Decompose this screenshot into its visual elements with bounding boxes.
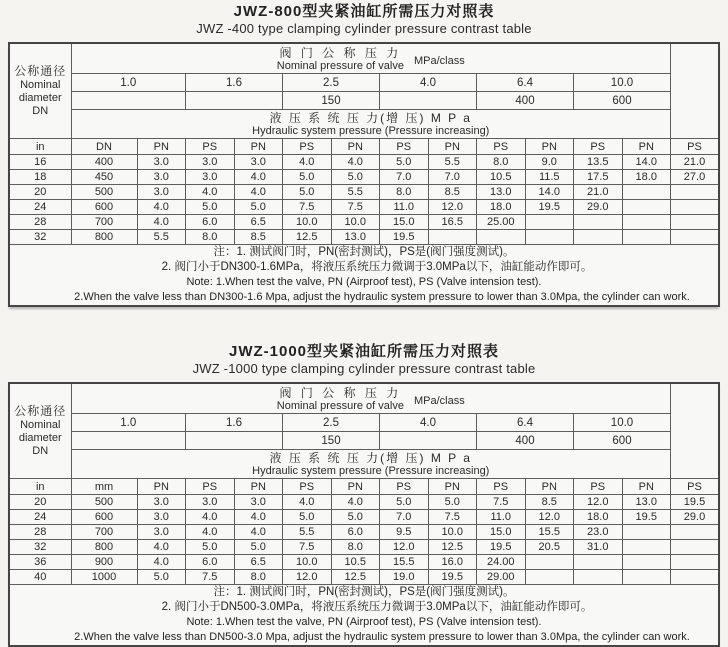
ps-header-cell: PS	[380, 479, 429, 495]
table-row	[9, 155, 719, 170]
pressure-value-cell: 4.0	[186, 525, 235, 540]
pressure-value-cell: 3.0	[186, 170, 235, 185]
unit-header-in: in	[9, 139, 71, 155]
pressure-value-cell: 12.5	[283, 230, 332, 245]
pressure-value-cell: 15.5	[380, 555, 429, 570]
pressure-value-cell	[671, 230, 720, 245]
table2-data-body	[9, 495, 719, 585]
ps-header-cell: PS	[574, 139, 623, 155]
pressure-value-cell	[574, 215, 623, 230]
pressure-value-cell	[671, 185, 720, 200]
hydraulic-pressure-header	[71, 110, 671, 139]
pressure-value-cell: 29.00	[477, 570, 526, 585]
pressure-value-cell	[622, 230, 671, 245]
pressure-value-cell: 25.00	[477, 215, 526, 230]
pn-header-cell: PN	[525, 479, 574, 495]
hydraulic-zh: 液 压 系 统 压 力(增 压) M P a	[269, 451, 472, 465]
valve-pressure-header-row	[9, 43, 719, 74]
pressure-value-cell: 5.0	[380, 495, 429, 510]
size-dn-cell: 600	[71, 200, 137, 215]
size-in-cell: 32	[9, 540, 71, 555]
pressure-value-cell: 4.0	[331, 495, 380, 510]
pressure-value-cell: 10.5	[477, 170, 526, 185]
pressure-value-cell: 5.5	[283, 525, 332, 540]
valve-pressure-en: Nominal pressure of valve	[276, 59, 404, 72]
pressure-value-cell: 19.0	[380, 570, 429, 585]
size-dn-cell: 600	[71, 510, 137, 525]
pressure-value-cell: 5.0	[283, 510, 332, 525]
pressure-value-cell: 12.0	[574, 495, 623, 510]
pressure-value-cell: 14.0	[622, 155, 671, 170]
size-dn-cell: 500	[71, 495, 137, 510]
ps-header-cell: PS	[186, 139, 235, 155]
table1-title-zh: JWZ-800型夹紧油缸所需压力对照表	[233, 3, 495, 20]
size-in-cell: 28	[9, 215, 71, 230]
pressure-value-cell: 12.0	[380, 540, 429, 555]
pressure-value-cell: 27.0	[671, 170, 720, 185]
pressure-value-cell	[574, 570, 623, 585]
size-in-cell: 20	[9, 185, 71, 200]
pressure-value-cell: 4.0	[331, 155, 380, 170]
note-line: 注：1. 测试阀门时，PN(密封测试)，PS是(阀门强度测试)。	[213, 246, 515, 258]
pressure-value-cell: 4.0	[234, 185, 283, 200]
size-dn-cell: 800	[71, 540, 137, 555]
pressure-value-cell: 4.0	[186, 510, 235, 525]
class-code-cell	[186, 92, 283, 110]
ps-header-cell: PS	[671, 139, 720, 155]
pressure-value-cell: 3.0	[186, 495, 235, 510]
unit-header-in: in	[9, 479, 71, 495]
class-code-row	[9, 92, 719, 110]
table-row	[9, 525, 719, 540]
hydraulic-header-row	[9, 450, 719, 479]
pressure-class-cell: 1.6	[186, 414, 283, 432]
pressure-value-cell	[622, 525, 671, 540]
pressure-value-cell: 4.0	[283, 155, 332, 170]
valve-pressure-unit: MPa/class	[413, 394, 465, 407]
pressure-value-cell	[428, 230, 477, 245]
nominal-diameter-header	[9, 43, 71, 139]
pressure-value-cell: 7.5	[283, 540, 332, 555]
pressure-value-cell: 29.0	[574, 200, 623, 215]
pressure-value-cell: 11.5	[525, 170, 574, 185]
nominal-diameter-en2: diameter	[18, 91, 62, 104]
pressure-value-cell: 10.0	[331, 215, 380, 230]
valve-pressure-en: Nominal pressure of valve	[276, 399, 404, 412]
pressure-value-cell: 3.0	[186, 155, 235, 170]
pressure-value-cell: 9.5	[380, 525, 429, 540]
pressure-value-cell: 13.0	[622, 495, 671, 510]
pressure-value-cell: 5.0	[331, 170, 380, 185]
pressure-value-cell: 18.0	[477, 200, 526, 215]
pressure-value-cell: 8.5	[428, 185, 477, 200]
pressure-class-cell: 2.5	[283, 74, 380, 92]
table-row	[9, 200, 719, 215]
pressure-value-cell: 10.0	[283, 215, 332, 230]
pressure-value-cell: 6.5	[234, 215, 283, 230]
pressure-value-cell: 12.5	[331, 570, 380, 585]
jwz1000-pressure-table	[8, 382, 720, 647]
pressure-value-cell	[574, 230, 623, 245]
pressure-value-cell: 8.0	[186, 230, 235, 245]
pressure-value-cell	[525, 570, 574, 585]
unit-header-dn: DN	[71, 139, 137, 155]
pressure-class-cell: 4.0	[380, 74, 477, 92]
pressure-value-cell: 16.5	[428, 215, 477, 230]
pressure-value-cell: 29.0	[671, 510, 720, 525]
pressure-value-cell	[622, 555, 671, 570]
valve-pressure-unit: MPa/class	[413, 54, 465, 67]
class-code-cell: 600	[574, 92, 671, 110]
unit-header-mm: mm	[71, 479, 137, 495]
pn-header-cell: PN	[137, 139, 186, 155]
hydraulic-pressure-header	[71, 450, 671, 479]
pressure-value-cell: 8.0	[380, 185, 429, 200]
nominal-diameter-zh: 公称通径	[14, 403, 67, 418]
pressure-value-cell: 12.0	[283, 570, 332, 585]
size-dn-cell: 900	[71, 555, 137, 570]
pressure-value-cell: 4.0	[186, 185, 235, 200]
class-code-cell	[380, 432, 477, 450]
pressure-value-cell: 4.0	[137, 200, 186, 215]
nominal-diameter-en3: DN	[32, 104, 49, 117]
pressure-value-cell: 8.0	[234, 570, 283, 585]
pressure-value-cell: 8.5	[234, 230, 283, 245]
size-in-cell: 24	[9, 200, 71, 215]
pressure-value-cell: 4.0	[234, 170, 283, 185]
pressure-value-cell	[622, 200, 671, 215]
size-in-cell: 28	[9, 525, 71, 540]
ps-header-cell: PS	[574, 479, 623, 495]
pressure-class-cell: 1.0	[71, 414, 186, 432]
pressure-value-cell: 10.0	[428, 525, 477, 540]
pressure-value-cell: 5.0	[234, 200, 283, 215]
hydraulic-header-row	[9, 110, 719, 139]
pressure-value-cell: 14.0	[525, 185, 574, 200]
pressure-class-cell: 1.6	[186, 74, 283, 92]
column-header-row	[9, 139, 719, 155]
nominal-diameter-en2: diameter	[18, 431, 62, 444]
pressure-value-cell: 7.5	[428, 510, 477, 525]
table-row	[9, 495, 719, 510]
class-code-cell	[71, 92, 186, 110]
pressure-value-cell: 15.0	[380, 215, 429, 230]
pn-header-cell: PN	[331, 479, 380, 495]
pressure-value-cell	[671, 540, 720, 555]
pressure-class-cell: 4.0	[380, 414, 477, 432]
pressure-value-cell: 19.5	[477, 540, 526, 555]
column-header-row	[9, 479, 719, 495]
pn-header-cell: PN	[331, 139, 380, 155]
class-code-row	[9, 432, 719, 450]
pressure-value-cell: 18.0	[574, 510, 623, 525]
ps-header-cell: PS	[477, 479, 526, 495]
pressure-value-cell: 24.00	[477, 555, 526, 570]
class-code-cell: 400	[477, 432, 574, 450]
pressure-value-cell: 10.5	[331, 555, 380, 570]
note-line: Note: 1.When test the valve, PN (Airproof test), PS (Valve intension test).	[186, 616, 542, 628]
notes-row	[9, 245, 719, 307]
class-code-cell	[186, 432, 283, 450]
pressure-value-cell	[622, 185, 671, 200]
pressure-value-cell: 10.0	[283, 555, 332, 570]
pressure-class-cell: 6.4	[477, 74, 574, 92]
pressure-class-row	[9, 414, 719, 432]
size-in-cell: 20	[9, 495, 71, 510]
pressure-value-cell: 4.0	[234, 525, 283, 540]
pressure-value-cell: 3.0	[137, 495, 186, 510]
note-line: 注：1. 测试阀门时，PN(密封测试)，PS是(阀门强度测试)。	[213, 586, 515, 598]
valve-pressure-header	[71, 43, 671, 74]
pressure-value-cell: 23.0	[574, 525, 623, 540]
pressure-value-cell: 5.0	[186, 200, 235, 215]
pressure-value-cell	[525, 230, 574, 245]
pressure-value-cell: 4.0	[137, 540, 186, 555]
pressure-value-cell: 13.5	[574, 155, 623, 170]
pressure-value-cell: 6.0	[186, 555, 235, 570]
pressure-value-cell	[671, 570, 720, 585]
pn-header-cell: PN	[622, 139, 671, 155]
hydraulic-en: Hydraulic system pressure (Pressure increasing)	[252, 125, 490, 137]
pressure-class-cell: 6.4	[477, 414, 574, 432]
table1-title-en: JWZ -400 type clamping cylinder pressure contrast table	[196, 21, 532, 36]
pressure-value-cell: 4.0	[137, 555, 186, 570]
note-line: 2.When the valve less than DN300-1.6 Mpa, adjust the hydraulic system pressure to lower than 3.0Mpa, the cylinder can work.	[74, 291, 690, 303]
pressure-value-cell: 21.0	[671, 155, 720, 170]
valve-pressure-zh: 阀 门 公 称 压 力	[279, 385, 402, 400]
class-code-cell: 400	[477, 92, 574, 110]
pressure-value-cell: 5.0	[234, 540, 283, 555]
pn-header-cell: PN	[622, 479, 671, 495]
pressure-value-cell: 19.5	[671, 495, 720, 510]
pn-header-cell: PN	[525, 139, 574, 155]
ps-header-cell: PS	[477, 139, 526, 155]
pressure-value-cell: 11.0	[477, 510, 526, 525]
pressure-value-cell	[671, 200, 720, 215]
nominal-diameter-en3: DN	[32, 444, 49, 457]
note-line: Note: 1.When test the valve, PN (Airproof test), PS (Valve intension test).	[186, 276, 542, 288]
pressure-value-cell: 12.0	[525, 510, 574, 525]
pressure-value-cell: 13.0	[477, 185, 526, 200]
table-row	[9, 170, 719, 185]
pressure-value-cell: 15.5	[525, 525, 574, 540]
jwz800-pressure-table	[8, 42, 720, 307]
pressure-value-cell: 5.0	[137, 570, 186, 585]
pressure-value-cell: 19.5	[428, 570, 477, 585]
pressure-value-cell: 4.0	[283, 495, 332, 510]
pressure-value-cell: 13.0	[331, 230, 380, 245]
pressure-value-cell: 3.0	[137, 525, 186, 540]
table2-title-zh: JWZ-1000型夹紧油缸所需压力对照表	[228, 343, 500, 360]
pressure-value-cell: 7.0	[380, 170, 429, 185]
valve-pressure-zh: 阀 门 公 称 压 力	[279, 45, 402, 60]
table1-data-body	[9, 155, 719, 245]
pressure-value-cell: 12.0	[428, 200, 477, 215]
pressure-value-cell: 6.5	[234, 555, 283, 570]
pressure-value-cell	[671, 215, 720, 230]
nominal-diameter-en1: Nominal	[20, 78, 61, 91]
ps-header-cell: PS	[380, 139, 429, 155]
nominal-diameter-en1: Nominal	[20, 418, 61, 431]
pressure-class-cell: 10.0	[574, 74, 671, 92]
pressure-value-cell: 3.0	[234, 155, 283, 170]
pressure-value-cell: 4.0	[137, 215, 186, 230]
pressure-value-cell: 12.5	[428, 540, 477, 555]
pressure-value-cell: 3.0	[234, 495, 283, 510]
size-in-cell: 40	[9, 570, 71, 585]
pressure-value-cell	[671, 525, 720, 540]
table-row	[9, 230, 719, 245]
pressure-value-cell: 6.0	[186, 215, 235, 230]
pressure-value-cell	[477, 230, 526, 245]
pressure-value-cell: 15.0	[477, 525, 526, 540]
pressure-value-cell	[622, 540, 671, 555]
pn-header-cell: PN	[234, 479, 283, 495]
valve-pressure-header-row	[9, 383, 719, 414]
size-in-cell: 16	[9, 155, 71, 170]
pressure-value-cell: 7.5	[186, 570, 235, 585]
pressure-value-cell	[525, 215, 574, 230]
pressure-value-cell: 16.0	[428, 555, 477, 570]
pressure-value-cell: 7.0	[380, 510, 429, 525]
pressure-value-cell: 31.0	[574, 540, 623, 555]
pressure-value-cell	[525, 555, 574, 570]
pressure-value-cell: 5.0	[331, 510, 380, 525]
pressure-class-cell: 1.0	[71, 74, 186, 92]
ps-header-cell: PS	[283, 479, 332, 495]
pressure-value-cell: 7.5	[283, 200, 332, 215]
pressure-value-cell: 19.5	[525, 200, 574, 215]
pressure-value-cell: 19.5	[622, 510, 671, 525]
size-dn-cell: 800	[71, 230, 137, 245]
table-row	[9, 540, 719, 555]
table2-title-en: JWZ -1000 type clamping cylinder pressure contrast table	[192, 361, 536, 376]
pressure-value-cell	[671, 555, 720, 570]
pn-header-cell: PN	[428, 479, 477, 495]
pressure-value-cell: 19.5	[380, 230, 429, 245]
pn-header-cell: PN	[234, 139, 283, 155]
pressure-value-cell: 5.0	[428, 495, 477, 510]
ps-header-cell: PS	[283, 139, 332, 155]
size-dn-cell: 1000	[71, 570, 137, 585]
pressure-value-cell: 5.5	[331, 185, 380, 200]
size-dn-cell: 700	[71, 525, 137, 540]
pressure-value-cell: 11.0	[380, 200, 429, 215]
pressure-class-row	[9, 74, 719, 92]
table1-notes	[9, 245, 719, 307]
pressure-value-cell: 7.5	[331, 200, 380, 215]
valve-pressure-header	[71, 383, 671, 414]
pressure-value-cell: 5.0	[186, 540, 235, 555]
pressure-value-cell: 18.0	[622, 170, 671, 185]
pressure-value-cell: 9.0	[525, 155, 574, 170]
class-code-cell	[71, 432, 186, 450]
pressure-value-cell: 5.0	[283, 185, 332, 200]
note-line: 2. 阀门小于DN300-1.6MPa，将液压系统压力微调于3.0MPa以下，油缸能动作即可。	[161, 261, 593, 273]
size-in-cell: 24	[9, 510, 71, 525]
size-in-cell: 36	[9, 555, 71, 570]
pressure-value-cell: 5.5	[428, 155, 477, 170]
pressure-class-cell: 10.0	[574, 414, 671, 432]
hydraulic-en: Hydraulic system pressure (Pressure increasing)	[252, 465, 490, 477]
hydraulic-zh: 液 压 系 统 压 力(增 压) M P a	[269, 111, 472, 125]
pressure-value-cell: 4.0	[234, 510, 283, 525]
class-code-cell	[380, 92, 477, 110]
size-in-cell: 18	[9, 170, 71, 185]
pressure-value-cell: 3.0	[137, 170, 186, 185]
size-dn-cell: 700	[71, 215, 137, 230]
pressure-value-cell: 6.0	[331, 525, 380, 540]
pn-header-cell: PN	[428, 139, 477, 155]
pressure-value-cell: 3.0	[137, 510, 186, 525]
table-row	[9, 555, 719, 570]
ps-header-cell: PS	[671, 479, 720, 495]
table-row	[9, 185, 719, 200]
pressure-value-cell: 8.5	[525, 495, 574, 510]
table-row	[9, 510, 719, 525]
pressure-class-cell: 2.5	[283, 414, 380, 432]
pressure-value-cell: 7.0	[428, 170, 477, 185]
size-dn-cell: 400	[71, 155, 137, 170]
pressure-value-cell: 8.0	[477, 155, 526, 170]
size-in-cell: 32	[9, 230, 71, 245]
class-code-cell: 150	[283, 432, 380, 450]
size-dn-cell: 450	[71, 170, 137, 185]
pressure-value-cell: 8.0	[331, 540, 380, 555]
nominal-diameter-zh: 公称通径	[14, 63, 67, 78]
pressure-value-cell: 3.0	[137, 185, 186, 200]
table2-notes	[9, 585, 719, 647]
pn-header-cell: PN	[137, 479, 186, 495]
pressure-value-cell: 5.5	[137, 230, 186, 245]
size-dn-cell: 500	[71, 185, 137, 200]
jwz800-table-section	[8, 3, 720, 307]
pressure-value-cell: 5.0	[380, 155, 429, 170]
note-line: 2. 阀门小于DN500-3.0MPa，将液压系统压力微调于3.0MPa以下，油缸能动作即可。	[161, 601, 593, 613]
pressure-value-cell: 21.0	[574, 185, 623, 200]
class-code-cell: 150	[283, 92, 380, 110]
notes-row	[9, 585, 719, 647]
table-row	[9, 570, 719, 585]
ps-header-cell: PS	[186, 479, 235, 495]
nominal-diameter-header	[9, 383, 71, 479]
jwz1000-table-section	[8, 343, 720, 647]
pressure-value-cell: 7.5	[477, 495, 526, 510]
pressure-value-cell: 5.0	[283, 170, 332, 185]
table-row	[9, 215, 719, 230]
pressure-value-cell	[574, 555, 623, 570]
pressure-value-cell: 20.5	[525, 540, 574, 555]
pressure-value-cell	[622, 570, 671, 585]
pressure-value-cell: 17.5	[574, 170, 623, 185]
class-code-cell: 600	[574, 432, 671, 450]
pressure-value-cell: 3.0	[137, 155, 186, 170]
pressure-value-cell	[622, 215, 671, 230]
note-line: 2.When the valve less than DN500-3.0 Mpa, adjust the hydraulic system pressure to lower than 3.0Mpa, the cylinder can work.	[74, 631, 690, 643]
